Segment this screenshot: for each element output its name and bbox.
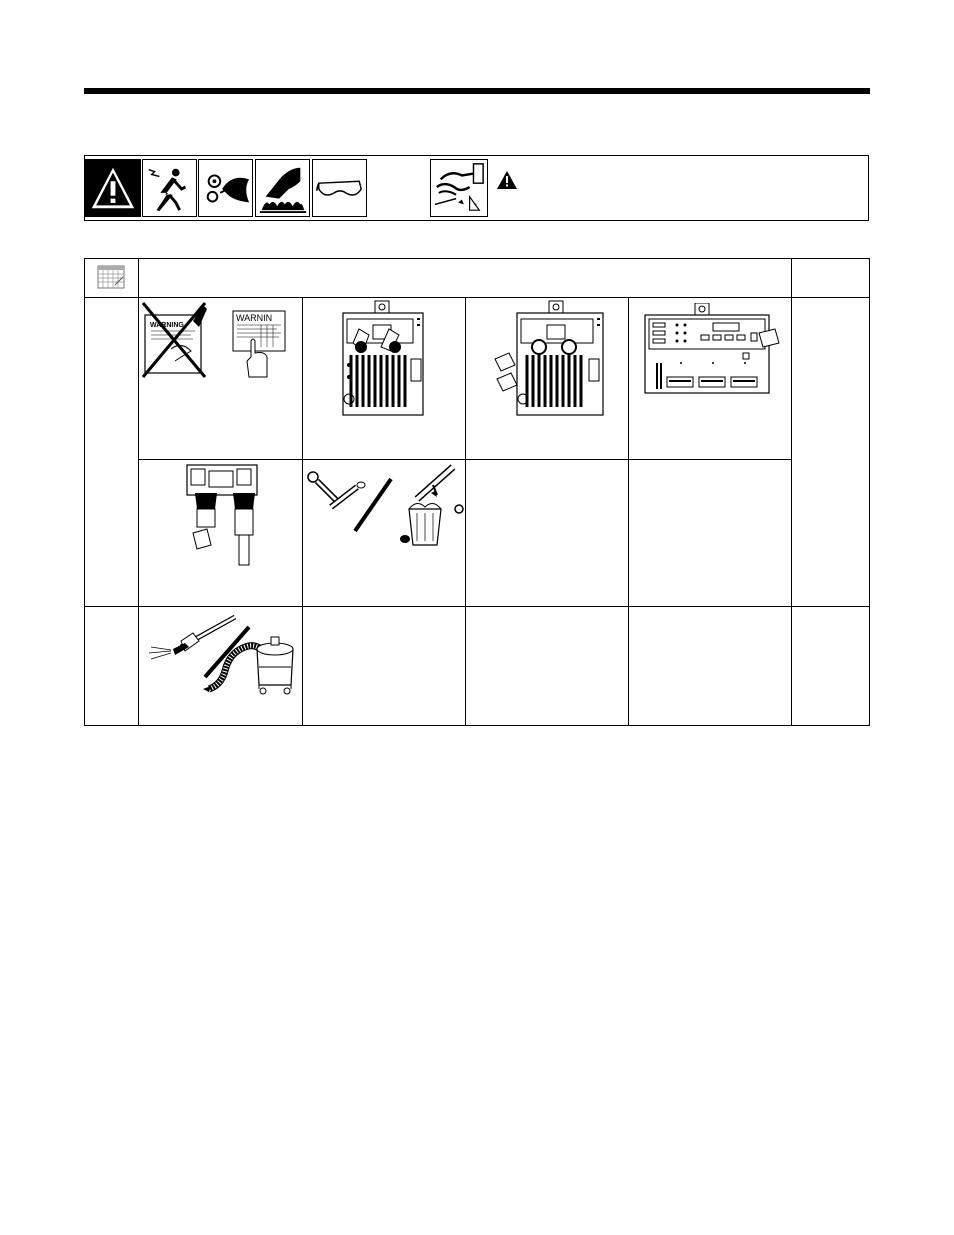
col-divider-3 bbox=[465, 297, 466, 725]
col-divider-2 bbox=[302, 297, 303, 725]
moving-parts-icon bbox=[198, 159, 253, 217]
drive-rolls-illustration bbox=[337, 299, 427, 417]
blow-out-vacuum-illustration bbox=[145, 611, 295, 701]
front-panel-illustration bbox=[641, 303, 781, 395]
row-divider bbox=[85, 606, 869, 607]
header-divider bbox=[85, 297, 869, 298]
calendar-icon bbox=[97, 265, 125, 289]
top-rule bbox=[84, 88, 870, 94]
electric-shock-icon bbox=[142, 159, 197, 217]
safety-box bbox=[84, 155, 869, 221]
warning-triangle-icon bbox=[496, 170, 518, 190]
warning-symbol-icon bbox=[85, 159, 141, 217]
cables-illustration bbox=[305, 463, 465, 553]
hot-parts-icon bbox=[255, 159, 310, 217]
torch-disconnect-icon bbox=[430, 159, 488, 217]
maintenance-table bbox=[84, 258, 870, 726]
safety-glasses-icon bbox=[312, 159, 367, 217]
col-divider-5 bbox=[791, 259, 792, 725]
col-divider-1 bbox=[138, 259, 139, 725]
col-divider-4 bbox=[628, 297, 629, 725]
drive-roll-tension-illustration bbox=[491, 299, 609, 417]
new-label-text: WARNIN bbox=[236, 313, 273, 323]
old-label-text: WARNING bbox=[150, 322, 184, 329]
gun-connectors-illustration bbox=[183, 463, 263, 569]
replace-labels-illustration bbox=[141, 301, 301, 381]
